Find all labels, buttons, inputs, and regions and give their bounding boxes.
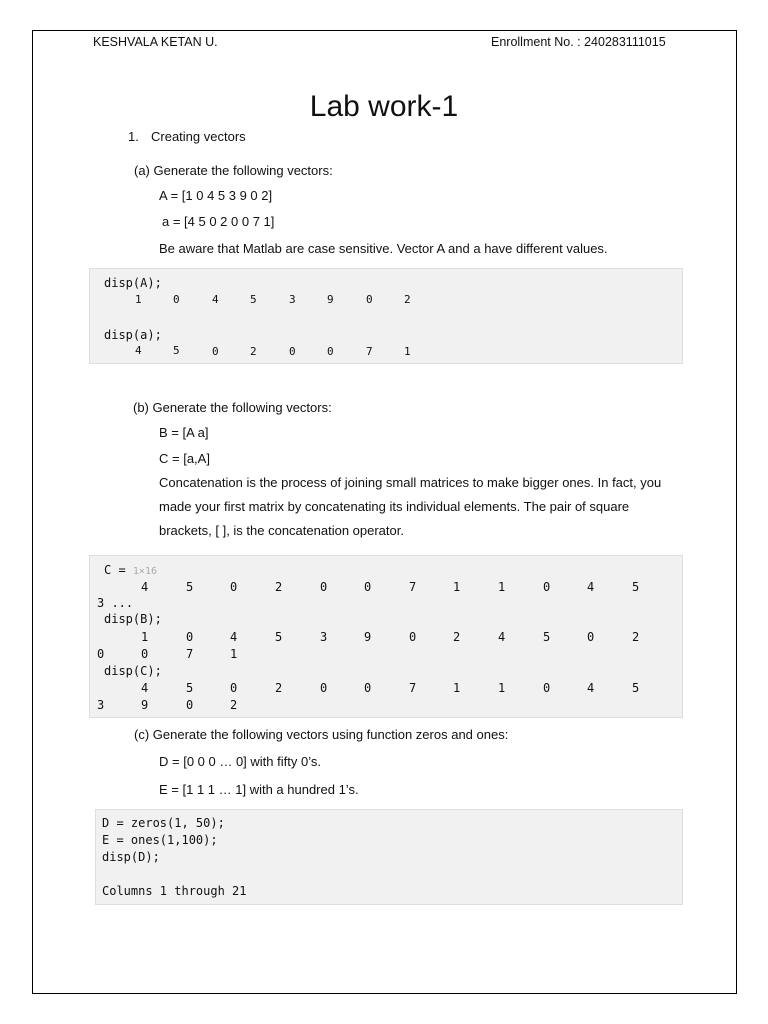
output-value: 1 [141,630,149,644]
output-value: 0 [289,345,296,358]
output-value: 2 [230,698,238,712]
concatenation-paragraph-line: made your first matrix by concatenating its individual elements. The pair of square [159,499,630,514]
output-value: 2 [453,630,461,644]
output-value: 5 [632,580,640,594]
output-value: 1 [230,647,238,661]
output-value: 0 [364,681,372,695]
output-value: 2 [275,681,283,695]
output-value: 0 [320,580,328,594]
output-value: 0 [186,630,194,644]
output-value: 2 [404,293,411,306]
output-value: 2 [275,580,283,594]
output-value: 5 [275,630,283,644]
output-value: 4 [587,580,595,594]
output-value: 5 [250,293,257,306]
output-value: 7 [366,345,373,358]
output-value: 4 [141,681,149,695]
output-value: 0 [97,647,105,661]
output-value: 0 [141,647,149,661]
vector-B-definition: B = [A a] [159,425,209,440]
output-value: 1 [404,345,411,358]
output-value: 0 [366,293,373,306]
output-value: 0 [587,630,595,644]
part-b-heading: (b) Generate the following vectors: [133,400,332,415]
code-line: E = ones(1,100); [102,833,218,847]
code-line: disp(D); [102,850,160,864]
output-value: 0 [543,580,551,594]
concatenation-paragraph-line: Concatenation is the process of joining small matrices to make bigger ones. In fact, you [159,475,662,490]
vector-D-definition: D = [0 0 0 … 0] with fifty 0’s. [159,754,321,769]
output-value: 0 [327,345,334,358]
output-value: 2 [632,630,640,644]
output-value: 7 [409,580,417,594]
vector-E-definition: E = [1 1 1 … 1] with a hundred 1’s. [159,782,359,797]
code-output-columns: Columns 1 through 21 [102,884,247,898]
output-value: 1 [453,681,461,695]
output-value: 4 [230,630,238,644]
output-value: 9 [327,293,334,306]
output-value: 7 [186,647,194,661]
output-value: 0 [409,630,417,644]
output-value: 5 [186,580,194,594]
code-disp-a: disp(a); [104,328,162,342]
section-number: 1. [128,129,139,144]
output-value: 7 [409,681,417,695]
output-value: 0 [364,580,372,594]
output-value: 3 [320,630,328,644]
output-value: 4 [135,344,142,357]
code-C-label [104,563,157,577]
output-value: 1 [135,293,142,306]
output-value: 4 [212,293,219,306]
output-value: 0 [320,681,328,695]
part-c-heading: (c) Generate the following vectors using function zeros and ones: [134,727,509,742]
output-value: 3 [289,293,296,306]
output-C-continuation: 3 ... [97,596,134,610]
code-disp-C: disp(C); [104,664,162,678]
output-value: 0 [230,580,238,594]
output-value: 0 [212,345,219,358]
output-value: 5 [173,344,180,357]
output-value: 4 [587,681,595,695]
code-disp-A: disp(A); [104,276,162,290]
output-value: 9 [141,698,149,712]
output-value: 4 [498,630,506,644]
output-value: 9 [364,630,372,644]
output-value: 0 [230,681,238,695]
output-value: 1 [498,681,506,695]
output-value: 5 [632,681,640,695]
output-value: 2 [250,345,257,358]
output-value: 0 [186,698,194,712]
concatenation-paragraph-line: brackets, [ ], is the concatenation operator. [159,523,404,538]
vector-A-definition: A = [1 0 4 5 3 9 0 2] [159,188,273,203]
enrollment-number: Enrollment No. : 240283111015 [491,35,666,49]
code-disp-B: disp(B); [104,612,162,626]
output-value: 0 [543,681,551,695]
output-value: 1 [453,580,461,594]
section-heading: Creating vectors [151,129,246,144]
code-line: D = zeros(1, 50); [102,816,225,830]
output-value: 4 [141,580,149,594]
vector-a-definition: a = [4 5 0 2 0 0 7 1] [162,214,275,229]
output-value: 3 [97,698,105,712]
author-name: KESHVALA KETAN U. [93,35,218,49]
c-label-text: C = [104,563,133,577]
output-value: 0 [173,293,180,306]
vector-C-definition: C = [a,A] [159,451,210,466]
output-value: 1 [498,580,506,594]
output-value: 5 [186,681,194,695]
page-title: Lab work-1 [309,90,459,123]
part-a-heading: (a) Generate the following vectors: [134,163,333,178]
output-value: 5 [543,630,551,644]
case-sensitivity-note: Be aware that Matlab are case sensitive. Vector A and a have different values. [159,241,608,256]
c-size-hint: 1×16 [132,566,157,577]
